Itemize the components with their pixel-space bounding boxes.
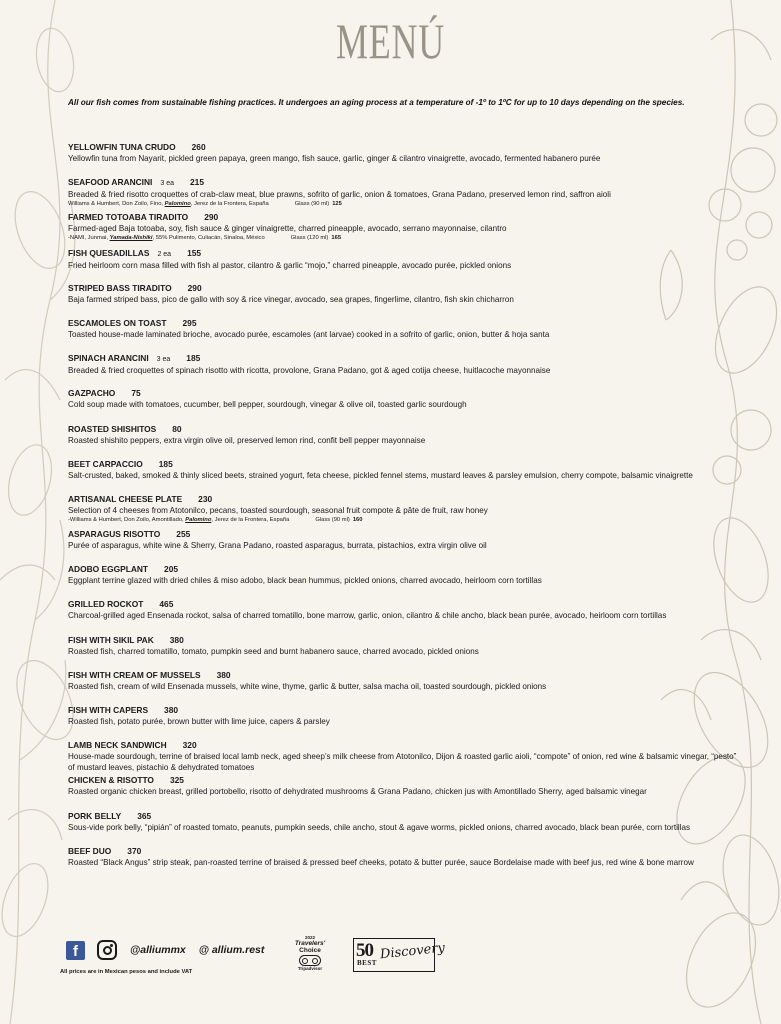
menu-item-header xyxy=(68,248,758,260)
menu-item xyxy=(68,353,758,388)
menu-item xyxy=(68,740,758,775)
menu-item-description: Roasted “Black Angus” strip steak, pan-roasted terrine of braised & pressed beef cheeks, potato & butter purée, sauce Bordelaise made with beef jus, red wine & bone marrow xyxy=(68,857,694,867)
menu-item-price: 295 xyxy=(182,317,197,328)
menu-item-name: FISH WITH CAPERS xyxy=(68,705,149,715)
menu-item-name: LAMB NECK SANDWICH xyxy=(68,740,167,751)
menu-item-price: 325 xyxy=(169,775,184,786)
menu-item xyxy=(68,142,758,177)
menu-item-price: 205 xyxy=(164,564,179,575)
menu-item-price: 465 xyxy=(159,599,174,610)
menu-item xyxy=(68,318,758,353)
pairing-origin: , 55% Pulimento, Culiacán, Sinaloa, México xyxy=(152,235,265,242)
menu-list xyxy=(68,142,758,881)
menu-item-header xyxy=(68,283,758,294)
instagram-handle[interactable]: @alliummx xyxy=(130,944,186,956)
menu-item-name: ADOBO EGGPLANT xyxy=(68,564,149,575)
menu-item-header xyxy=(68,740,758,751)
menu-item-price: 255 xyxy=(176,529,191,540)
menu-item-name: CHICKEN & RISOTTO xyxy=(68,775,154,786)
menu-item-header xyxy=(68,775,758,786)
tripadvisor-line2: Choice xyxy=(299,947,321,954)
menu-item-price: 215 xyxy=(190,177,204,188)
menu-item xyxy=(68,494,758,529)
menu-item-name: SPINACH ARANCINI xyxy=(68,353,149,364)
menu-item xyxy=(68,635,758,670)
tripadvisor-line1: Travelers' xyxy=(294,940,326,947)
wine-pairing xyxy=(68,516,758,525)
menu-item-price: 80 xyxy=(172,423,182,434)
pairing-glass: Glass (90 ml) xyxy=(315,516,350,523)
menu-item-description: Roasted shishito peppers, extra virgin olive oil, preserved lemon rind, confit bell pepper mayonnaise xyxy=(68,435,426,445)
menu-item-header xyxy=(68,388,758,399)
menu-item-name: GRILLED ROCKOT xyxy=(68,599,144,610)
menu-item xyxy=(68,564,758,599)
menu-item-price: 260 xyxy=(191,142,206,152)
menu-item-price: 230 xyxy=(198,493,213,504)
menu-item-header xyxy=(68,811,758,822)
menu-item-header xyxy=(68,494,758,505)
pairing-origin: , Jerez de la Frontera, España xyxy=(211,516,290,523)
menu-item-description: Farmed-aged Baja totoaba, soy, fish sauce & ginger vinaigrette, charred pineapple, avocado, serrano mayonnaise, cilantro xyxy=(68,224,507,234)
menu-item-description: Charcoal-grilled aged Ensenada rockot, salsa of charred tomatillo, bone marrow, garlic, onion, cilantro & chile ancho, black bean purée, avocado, heirloom corn tortillas xyxy=(68,611,667,621)
footer xyxy=(60,935,766,1015)
menu-item-name: FISH QUESADILLAS xyxy=(68,247,150,258)
menu-item-price: 290 xyxy=(187,282,202,293)
menu-item-description: Toasted house-made laminated brioche, avocado purée, escamoles (ant larvae) cooked in a sofrito of garlic, onion, butter & hoja santa xyxy=(68,329,550,339)
menu-item-header xyxy=(68,670,758,681)
menu-item xyxy=(68,212,758,247)
pairing-grape: Yamada-Nishiki xyxy=(109,235,153,242)
tripadvisor-badge xyxy=(290,935,330,977)
wine-pairing xyxy=(68,200,758,209)
menu-item xyxy=(68,424,758,459)
menu-item-price: 290 xyxy=(204,212,219,223)
menu-item-description: Baja farmed striped bass, pico de gallo with soy & rice vinegar, avocado, sea grapes, fingerlime, cilantro, fish skin chicharron xyxy=(68,294,514,304)
menu-item-header xyxy=(68,177,758,189)
menu-item-header xyxy=(68,212,758,223)
menu-item-description: Purée of asparagus, white wine & Sherry, Grana Padano, roasted asparagus, burrata, pistachios, extra virgin olive oil xyxy=(68,541,487,551)
menu-item xyxy=(68,705,758,740)
menu-item-price: 370 xyxy=(127,845,142,856)
website-handle[interactable]: @ allium.rest xyxy=(198,944,265,956)
menu-item-name: YELLOWFIN TUNA CRUDO xyxy=(68,142,176,152)
menu-item-header xyxy=(68,529,758,540)
tripadvisor-owl-icon xyxy=(299,955,321,966)
menu-item-description: Breaded & fried croquettes of spinach risotto with ricotta, provolone, Grana Padano, got & aged cotija cheese, huitlacoche mayonnaise xyxy=(68,366,551,376)
menu-item-price: 185 xyxy=(158,458,173,469)
menu-item xyxy=(68,388,758,423)
menu-item-description: Roasted fish, charred tomatillo, tomato, pumpkin seed and burnt habanero sauce, charred avocado, pickled onions xyxy=(68,646,479,656)
instagram-icon[interactable] xyxy=(97,940,117,960)
menu-item-name: ASPARAGUS RISOTTO xyxy=(68,529,161,540)
menu-item-price: 380 xyxy=(216,669,231,680)
menu-item-name: ROASTED SHISHITOS xyxy=(68,423,157,434)
menu-item-description: Roasted organic chicken breast, grilled portobello, risotto of dehydrated mushrooms & Grana Padano, chicken jus with Amontillado Sherry, aged balsamic vinegar xyxy=(68,787,647,797)
menu-item xyxy=(68,811,758,846)
menu-item-price: 380 xyxy=(164,705,179,715)
menu-item-price: 75 xyxy=(131,388,141,399)
menu-item-name: FISH WITH SIKIL PAK xyxy=(68,634,154,645)
menu-item-description: Roasted fish, cream of wild Ensenada mussels, white wine, thyme, garlic & butter, salsa macha oil, toasted sourdough, pickled onions xyxy=(68,681,547,691)
menu-item-quantity: 3 ea xyxy=(160,180,174,188)
pairing-producer: Williams & Humbert, Don Zoilo, Fino, xyxy=(68,201,165,208)
menu-item xyxy=(68,846,758,881)
menu-item-description: Fried heirloom corn masa filled with fish al pastor, cilantro & garlic “mojo,” charred pineapple, avocado purée, pickled onions xyxy=(68,260,512,270)
pairing-price: 165 xyxy=(331,235,342,242)
menu-item-price: 155 xyxy=(187,247,202,258)
menu-item-name: SEAFOOD ARANCINI xyxy=(68,177,153,188)
menu-item-name: GAZPACHO xyxy=(68,388,116,399)
menu-item-header xyxy=(68,599,758,610)
menu-item-name: PORK BELLY xyxy=(68,810,122,821)
menu-item-header xyxy=(68,705,758,716)
menu-item-name: BEET CARPACCIO xyxy=(68,458,143,469)
menu-item-header xyxy=(68,424,758,435)
pairing-glass: Glass (90 ml) xyxy=(294,201,330,208)
menu-item xyxy=(68,459,758,494)
menu-item-description: Salt-crusted, baked, smoked & thinly sliced beets, strained yogurt, feta cheese, pickled fennel stems, mustard leaves & parsley emulsion, cherry compote, balsamic vinaigrette xyxy=(68,470,693,480)
best-word: BEST xyxy=(357,959,377,967)
menu-item-name: ESCAMOLES ON TOAST xyxy=(68,317,167,328)
pairing-producer: -NAMI, Junmai, xyxy=(68,235,110,242)
pairing-grape: Palomino xyxy=(164,201,191,208)
wine-pairing xyxy=(68,234,758,243)
menu-item-quantity: 2 ea xyxy=(157,250,172,258)
menu-item-quantity: 3 ea xyxy=(156,356,171,364)
menu-item xyxy=(68,529,758,564)
menu-item-header xyxy=(68,564,758,575)
discovery-script: Discovery xyxy=(379,940,446,963)
menu-item-header xyxy=(68,318,758,329)
prices-note: All prices are in Mexican pesos and include VAT xyxy=(60,969,193,975)
menu-item xyxy=(68,599,758,634)
menu-item-header xyxy=(68,353,758,365)
menu-item-price: 185 xyxy=(186,353,201,364)
menu-item-name: FISH WITH CREAM OF MUSSELS xyxy=(68,669,201,680)
menu-item-description: House-made sourdough, terrine of braised local lamb neck, aged sheep’s milk cheese from Atotonilco, Dijon & roasted garlic aioli, “compote” of onion, red wine & balsamic vinegar, “pesto” of mustard leaves, pistachio & dehydrated tomatoes xyxy=(68,752,737,773)
menu-item-name: BEEF DUO xyxy=(68,845,112,856)
tripadvisor-year: 2022 xyxy=(304,935,315,940)
menu-item-description: Yellowfin tuna from Nayarit, pickled green papaya, green mango, fish sauce, garlic, ginger & cilantro vinaigrette, avocado, fermented habanero purée xyxy=(68,154,601,163)
menu-item-price: 320 xyxy=(182,740,197,751)
menu-item-price: 380 xyxy=(169,634,184,645)
menu-item-description: Breaded & fried risotto croquettes of crab-claw meat, blue prawns, sofrito of garlic, onion & tomatoes, Grana Padano, preserved lemon rind, saffron aioli xyxy=(68,190,611,200)
pairing-grape: Palomino xyxy=(185,516,212,523)
menu-item-description: Cold soup made with tomatoes, cucumber, bell pepper, sourdough, vinegar & olive oil, toasted garlic sourdough xyxy=(68,400,467,410)
menu-item xyxy=(68,670,758,705)
pairing-price: 160 xyxy=(352,516,363,523)
menu-item-header xyxy=(68,142,758,153)
best-number: 50 xyxy=(356,940,373,961)
pairing-origin: , Jerez de la Frontera, España xyxy=(190,201,269,208)
facebook-icon[interactable]: f xyxy=(66,941,85,960)
menu-item-price: 365 xyxy=(137,810,152,821)
menu-item-header xyxy=(68,459,758,470)
menu-item-header xyxy=(68,635,758,646)
menu-item xyxy=(68,775,758,810)
menu-item-description: Eggplant terrine glazed with dried chiles & miso adobo, black bean hummus, pickled onions, charred avocado, heirloom corn tortillas xyxy=(68,576,542,586)
50-best-discovery-badge xyxy=(353,938,446,972)
pairing-producer: -Williams & Humbert, Don Zoilo, Amontillado, xyxy=(68,516,186,523)
pairing-glass: Glass (120 ml) xyxy=(290,235,329,242)
menu-item-name: ARTISANAL CHEESE PLATE xyxy=(68,493,183,504)
menu-item-description: Selection of 4 cheeses from Atotonilco, pecans, toasted sourdough, seasonal fruit compote & pâte de fruit, raw honey xyxy=(68,505,488,515)
tripadvisor-name: Tripadvisor xyxy=(297,966,323,971)
menu-item xyxy=(68,177,758,212)
menu-item xyxy=(68,283,758,318)
menu-item-description: Sous-vide pork belly, “pipián” of roasted tomato, peanuts, pumpkin seeds, chile ancho, stout & agave worms, pickled onions, charred avocado, black bean purée, corn tortillas xyxy=(68,822,691,832)
menu-item-name: FARMED TOTOABA TIRADITO xyxy=(68,212,189,223)
social-handles xyxy=(130,944,264,956)
pairing-price: 125 xyxy=(332,201,342,208)
menu-item-name: STRIPED BASS TIRADITO xyxy=(68,282,172,293)
menu-title: MENÚ xyxy=(336,13,445,69)
menu-item xyxy=(68,248,758,283)
menu-item-header xyxy=(68,846,758,857)
sustainability-note: All our fish comes from sustainable fishing practices. It undergoes an aging process at a temperature of -1º to 1ºC for up to 10 days depending on the species. xyxy=(68,98,685,107)
menu-item-description: Roasted fish, potato purée, brown butter with lime juice, capers & parsley xyxy=(68,717,330,726)
